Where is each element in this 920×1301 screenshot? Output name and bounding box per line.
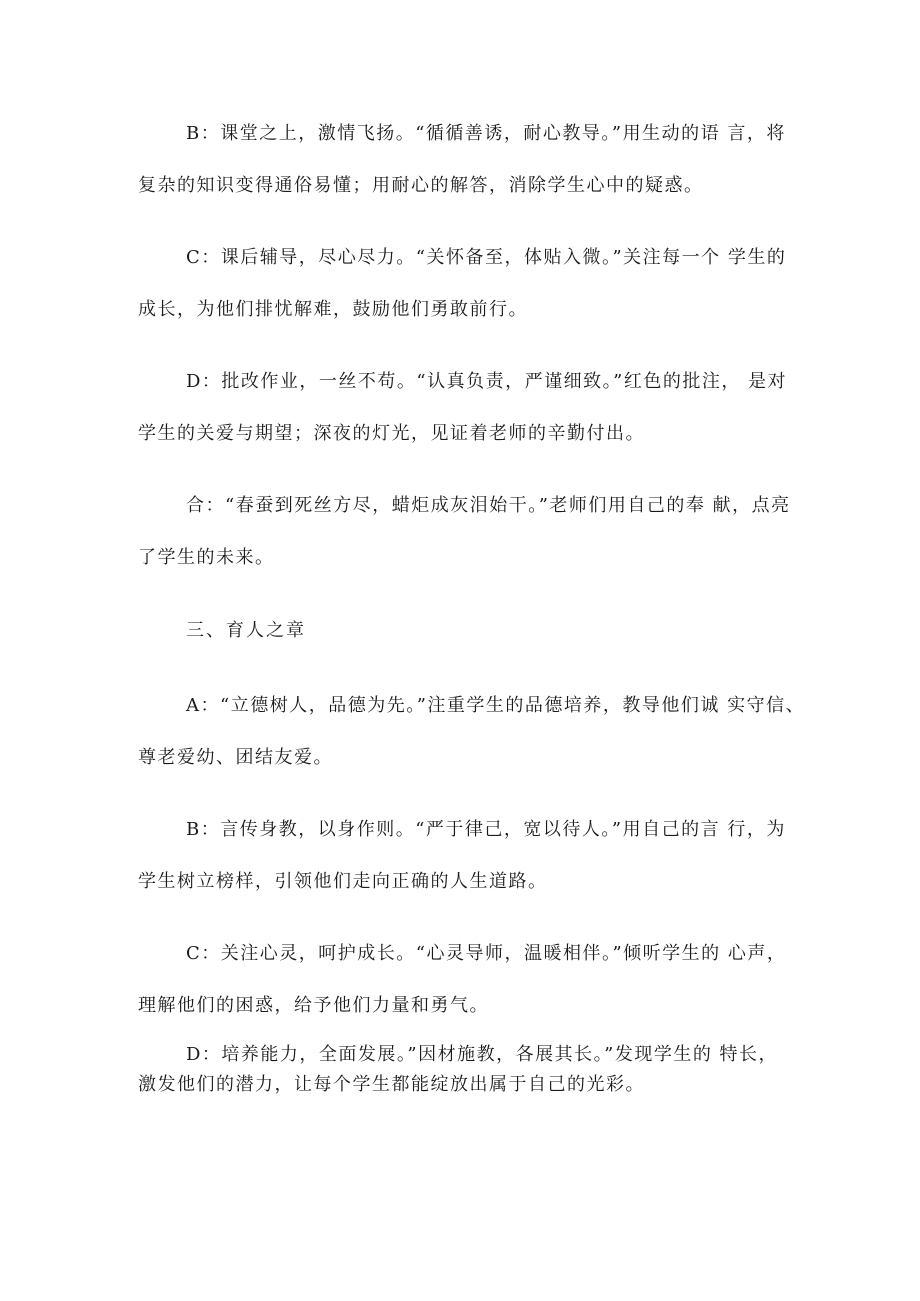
- paragraph-line: B：课堂之上，激情飞扬。“循循善诱，耐心教导。”用生动的语 言，将: [186, 123, 786, 144]
- paragraph-d-ability: [138, 1040, 788, 1100]
- paragraph-line: B：言传身教，以身作则。“严于律己，宽以待人。”用自己的言 行，为: [186, 819, 786, 840]
- paragraph-line: 激发他们的潜力，让每个学生都能绽放出属于自己的光彩。: [138, 1074, 645, 1095]
- paragraph-line: C：关注心灵，呵护成长。“心灵导师，温暖相伴。”倾听学生的 心声，: [186, 943, 787, 964]
- paragraph-line: 学生树立榜样，引领他们走向正确的人生道路。: [138, 871, 548, 892]
- paragraph-line: D：批改作业，一丝不苟。“认真负责，严谨细致。”红色的批注， 是对: [186, 371, 788, 392]
- paragraph-line: 尊老爱幼、团结友爱。: [138, 747, 333, 768]
- paragraph-d-homework: [138, 356, 788, 460]
- paragraph-a-virtue: [138, 680, 806, 784]
- paragraph-c-care: [138, 928, 788, 1032]
- paragraph-b-classroom: [138, 108, 788, 212]
- paragraph-together: [138, 480, 791, 584]
- paragraph-line: 合：“春蚕到死丝方尽，蜡炬成灰泪始干。”老师们用自己的奉 献，点亮: [186, 495, 791, 516]
- paragraph-line: A：“立德树人，品德为先。”注重学生的品德培养，教导他们诚 实守信、: [186, 695, 806, 716]
- section-heading: 三、育人之章: [186, 620, 306, 641]
- paragraph-b-example: [138, 804, 788, 908]
- paragraph-line: 学生的关爱与期望；深夜的灯光，见证着老师的辛勤付出。: [138, 423, 645, 444]
- paragraph-line: C：课后辅导，尽心尽力。“关怀备至，体贴入微。”关注每一个 学生的: [186, 247, 787, 268]
- paragraph-line: 复杂的知识变得通俗易懂；用耐心的解答，消除学生心中的疑惑。: [138, 175, 704, 196]
- paragraph-line: 成长，为他们排忧解难，鼓励他们勇敢前行。: [138, 299, 528, 320]
- paragraph-c-tutoring: [138, 232, 788, 336]
- paragraph-line: 理解他们的困惑，给予他们力量和勇气。: [138, 995, 489, 1016]
- paragraph-line: 了学生的未来。: [138, 547, 275, 568]
- paragraph-line: D：培养能力，全面发展。”因材施教，各展其长。”发现学生的 特长，: [186, 1044, 779, 1065]
